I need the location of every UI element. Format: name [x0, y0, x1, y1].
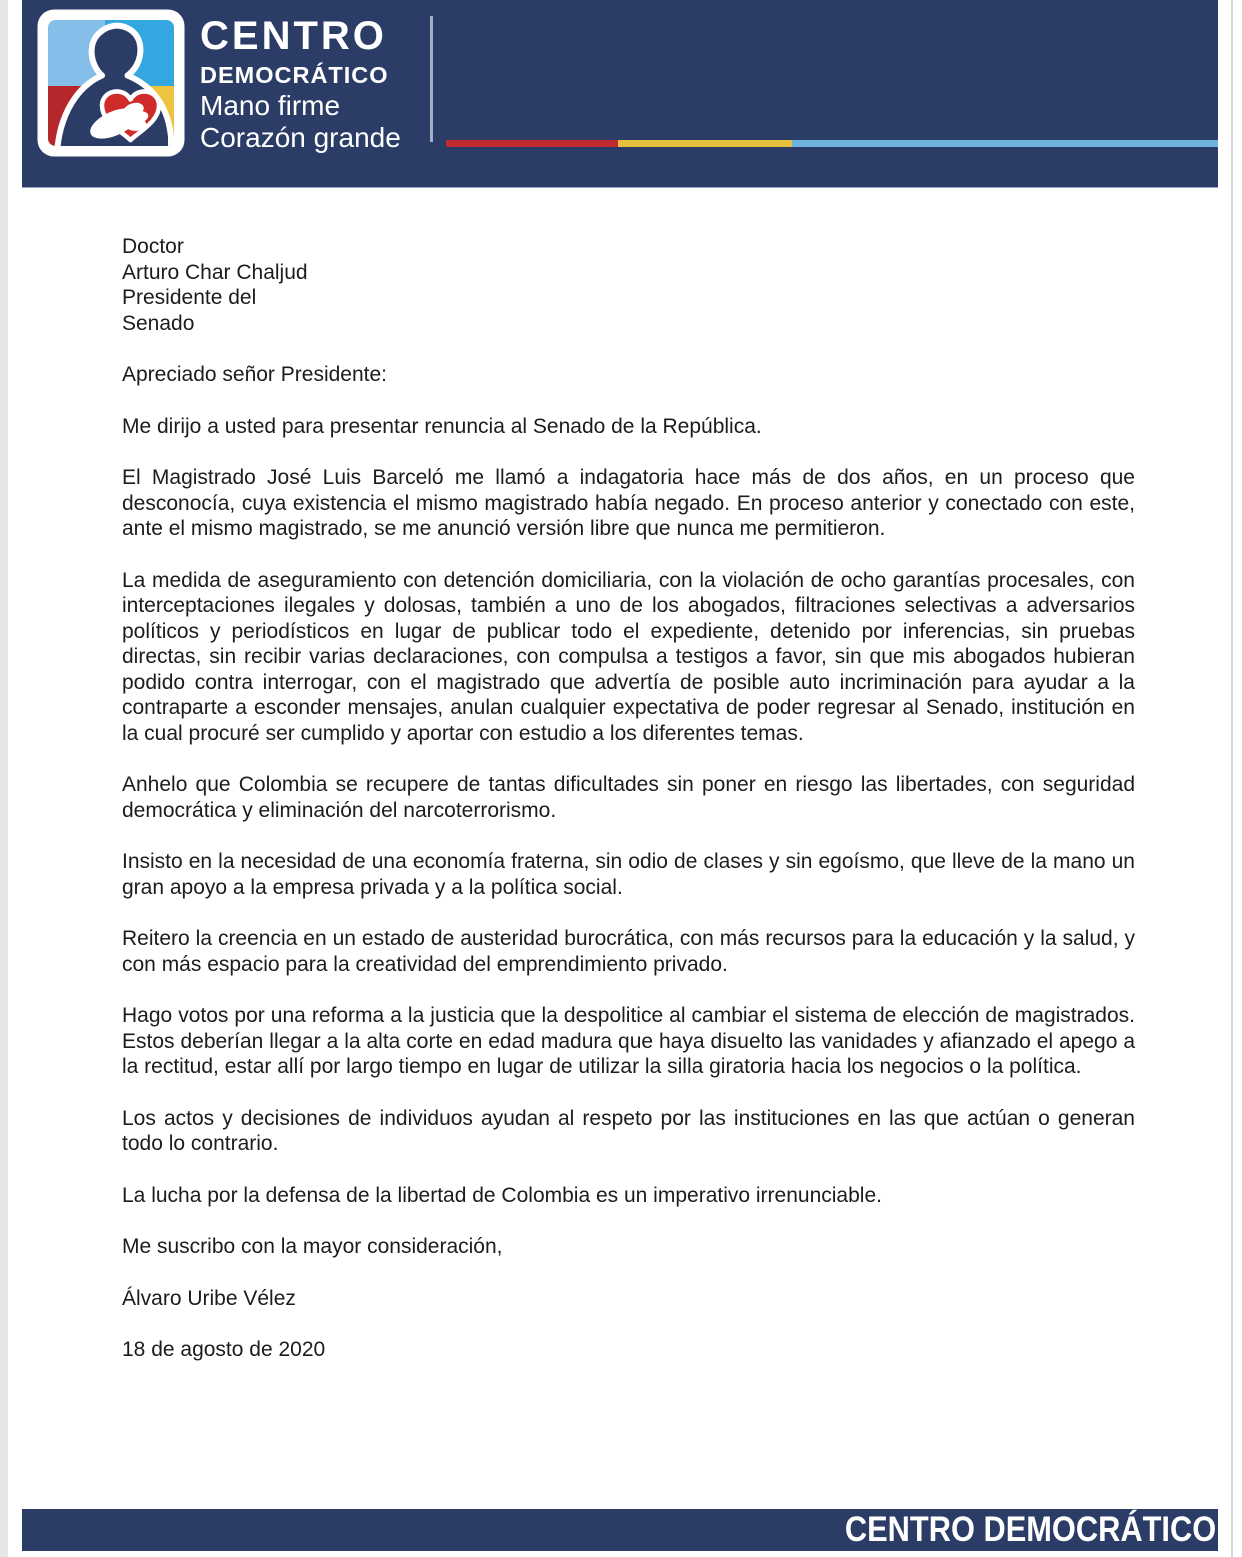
- stripe-yellow-segment: [618, 140, 792, 147]
- recipient-line: Senado: [122, 311, 195, 335]
- signature-name: Álvaro Uribe Vélez: [122, 1286, 296, 1310]
- stripe-red-segment: [446, 140, 618, 147]
- recipient-line: Doctor: [122, 235, 184, 258]
- paragraph-1: Me dirijo a usted para presentar renuncia al Senado de la República.: [122, 414, 762, 438]
- page-edge-left: [0, 0, 8, 1557]
- footer-party-name: CENTRO DEMOCRÁTICO: [844, 1510, 1217, 1549]
- paragraph-2: El Magistrado José Luis Barceló me llamó a indagatoria hace más de dos años, en un proceso que desconocía, cuya existencia el mismo magistrado había negado. En proceso anterior y conectado con este, ante el mismo magistrado, se me anunció versión libre que nunca me permitieron.: [122, 466, 1135, 540]
- recipient-block: [122, 234, 1135, 336]
- closing-line: Me suscribo con la mayor consideración,: [122, 1235, 503, 1258]
- paragraph-5: Insisto en la necesidad de una economía fraterna, sin odio de clases y sin egoísmo, que lleve de la mano un gran apoyo a la empresa privada y a la política social.: [122, 850, 1135, 899]
- party-logo-emblem-icon: [36, 8, 186, 158]
- stripe-blue-segment: [792, 140, 1218, 147]
- recipient-line: Arturo Char Chaljud: [122, 260, 308, 284]
- party-logo: [36, 8, 186, 158]
- party-wordmark: [200, 14, 401, 154]
- header-divider: [430, 16, 433, 142]
- party-name-line1: CENTRO: [200, 14, 387, 58]
- paragraph-6: Reitero la creencia en un estado de austeridad burocrática, con más recursos para la educación y la salud, y con más espacio para la creatividad del emprendimiento privado.: [122, 927, 1135, 976]
- letter-date: 18 de agosto de 2020: [122, 1338, 326, 1361]
- paragraph-4: Anhelo que Colombia se recupere de tantas dificultades sin poner en riesgo las libertades, con seguridad democrática y eliminación del narcoterrorismo.: [122, 773, 1135, 822]
- party-slogan-line1: Mano firme: [200, 90, 341, 121]
- paragraph-8: Los actos y decisiones de individuos ayudan al respeto por las instituciones en las que actúan o generan todo lo contrario.: [122, 1106, 1135, 1155]
- letterhead-footer: [22, 1509, 1218, 1551]
- paragraph-7: Hago votos por una reforma a la justicia que la despolitice al cambiar el sistema de elección de magistrados. Estos deberían llegar a la alta corte en edad madura que haya disuelto las vanidades y afianzado el apego a la rectitud, estar allí por largo tiempo en lugar de utilizar la silla giratoria hacia los negocios o la política.: [122, 1004, 1135, 1078]
- tricolor-stripe: [446, 140, 1218, 147]
- letter-body: [122, 234, 1135, 1363]
- salutation: Apreciado señor Presidente:: [122, 363, 387, 386]
- paragraph-9: La lucha por la defensa de la libertad de Colombia es un imperativo irrenunciable.: [122, 1183, 882, 1207]
- letterhead-header: [22, 0, 1218, 188]
- party-slogan-line2: Corazón grande: [200, 122, 401, 153]
- party-name-line2: DEMOCRÁTICO: [200, 62, 389, 88]
- recipient-line: Presidente del: [122, 286, 257, 309]
- paragraph-3: La medida de aseguramiento con detención domiciliaria, con la violación de ocho garantías procesales, con interceptaciones ilegales y dolosas, también a uno de los abogados, filtraciones selectivas a adversarios políticos y periodísticos en lugar de publicar todo el expediente, detenido por inferencias, sin pruebas directas, sin recibir varias declaraciones, con compulsa a testigos a favor, sin que mis abogados hubieran podido contra interrogar, con el magistrado que advertía de posible auto incriminación para ayudar a la contraparte a esconder mensajes, anulan cualquier expectativa de poder regresar al Senado, institución en la cual procuré ser cumplido y aportar con estudio a los diferentes temas.: [122, 568, 1135, 745]
- page-edge-right: [1231, 0, 1233, 1557]
